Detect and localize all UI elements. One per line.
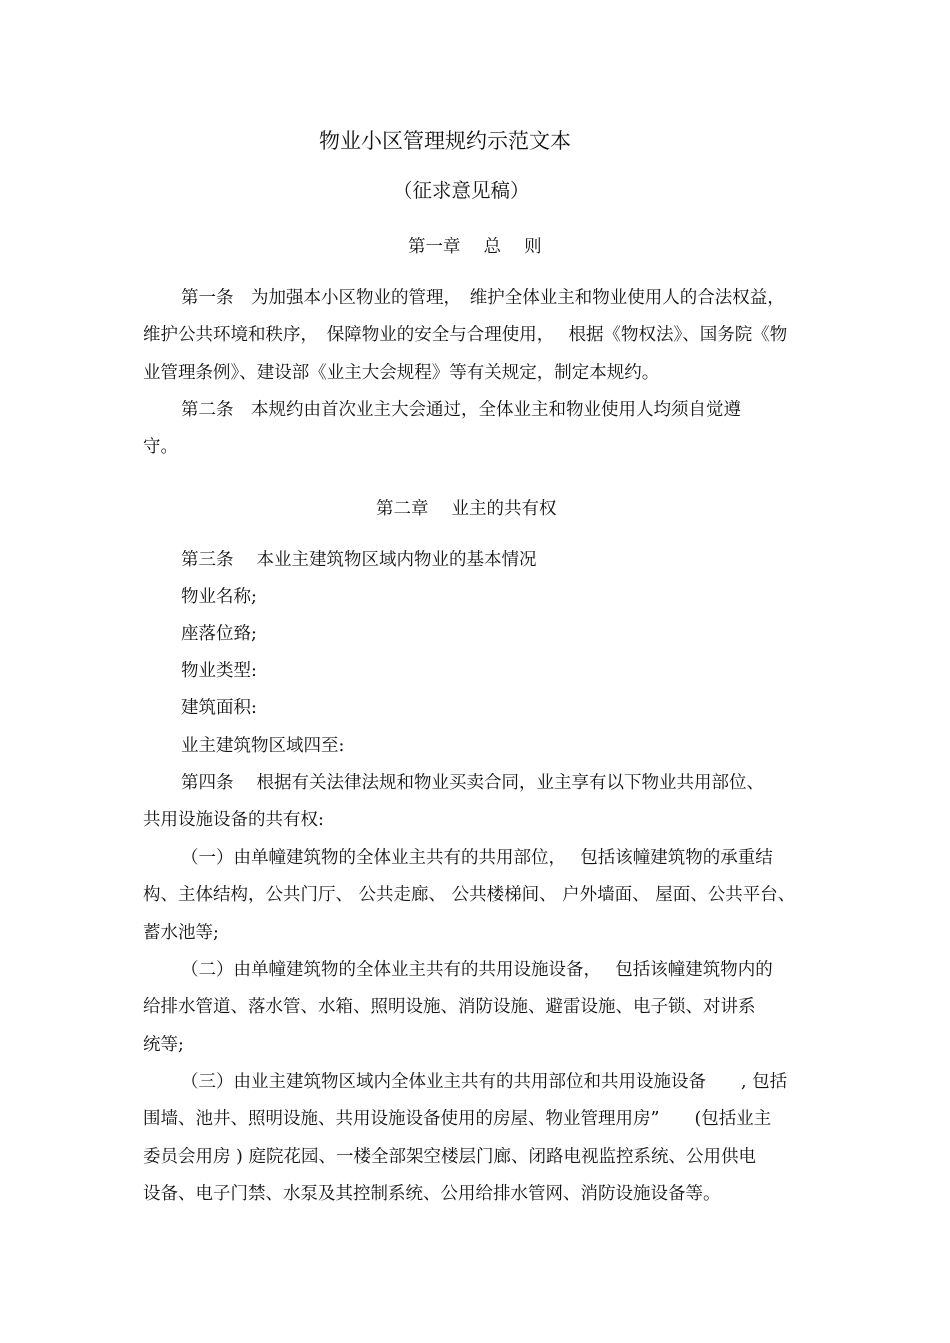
article-4-line: 共用设施设备的共有权: [143, 810, 324, 830]
item-3-line: （三）由业主建筑物区域内全体业主共有的共用部位和共用设施设备 , 包括 [181, 1072, 788, 1092]
article-1-line: 维护公共环境和秩序， 保障物业的安全与合理使用， 根据《物权法》、国务院《物 [143, 325, 788, 345]
property-field: 物业名称; [181, 587, 257, 607]
article-4-line: 第四条 根据有关法律法规和物业买卖合同，业主享有以下物业共用部位、 [181, 773, 765, 793]
document-title: 物业小区管理规约示范文本 [319, 129, 571, 153]
item-2-line: （二）由单幢建筑物的全体业主共有的共用设施设备， 包括该幢建筑物内的 [181, 960, 773, 980]
item-1-line: 蓄水池等; [143, 923, 219, 943]
article-1-line: 第一条 为加强本小区物业的管理， 维护全体业主和物业使用人的合法权益， [181, 288, 785, 308]
property-field: 业主建筑物区域四至: [181, 736, 345, 756]
property-field: 座落位臵; [181, 624, 257, 644]
property-field: 建筑面积: [181, 698, 257, 718]
chapter-2-heading: 第二章 业主的共有权 [376, 499, 557, 519]
document-subtitle: （征求意见稿） [393, 179, 530, 202]
item-3-line: 围墙、池井、照明设施、共用设施设备使用的房屋、物业管理用房” (包括业主 [143, 1109, 772, 1129]
article-3-line: 第三条 本业主建筑物区域内物业的基本情况 [181, 550, 537, 570]
item-1-line: （一）由单幢建筑物的全体业主共有的共用部位， 包括该幢建筑物的承重结 [181, 848, 773, 868]
item-3-line: 设备、电子门禁、水泵及其控制系统、公用给排水管网、消防设施设备等。 [143, 1184, 721, 1204]
property-field: 物业类型: [181, 661, 257, 681]
chapter-1-heading: 第一章 总 则 [408, 237, 542, 257]
item-3-line: 委员会用房 ) 庭院花园、一楼全部架空楼层门廊、闭路电视监控系统、公用供电 [143, 1147, 756, 1167]
article-2-line: 第二条 本规约由首次业主大会通过，全体业主和物业使用人均须自觉遵 [181, 400, 741, 420]
item-2-line: 统等; [143, 1035, 184, 1055]
item-2-line: 给排水管道、落水管、水箱、照明设施、消防设施、避雷设施、电子锁、对讲系 [143, 997, 756, 1017]
article-1-line: 业管理条例》、建设部《业主大会规程》等有关规定，制定本规约。 [143, 363, 660, 383]
item-1-line: 构、主体结构，公共门厅、 公共走廊、 公共楼梯间、 户外墙面、 屋面、公共平台、 [143, 885, 796, 905]
article-2-line: 守。 [143, 437, 178, 457]
